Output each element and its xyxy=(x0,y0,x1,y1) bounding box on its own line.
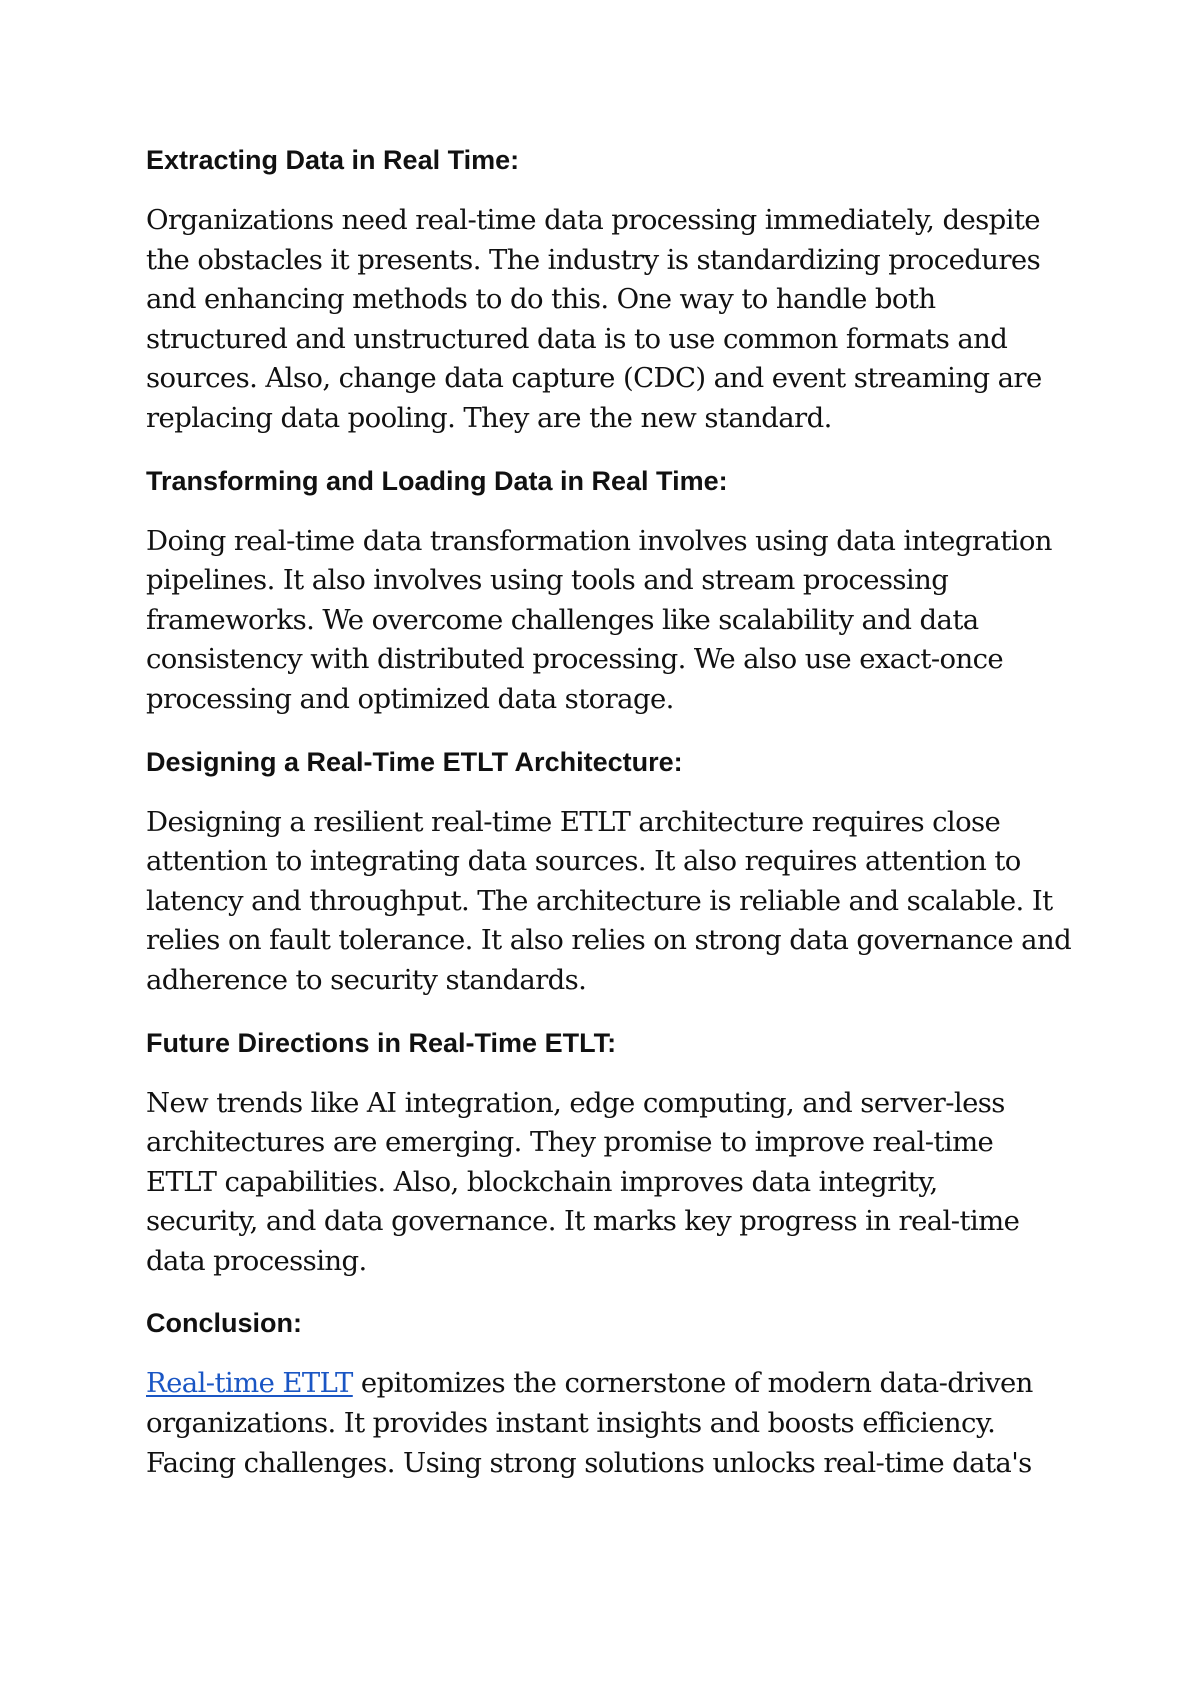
paragraph-line: organizations. It provides instant insights and boosts efficiency. xyxy=(146,1407,996,1440)
paragraph-line: Facing challenges. Using strong solutions unlocks real-time data's xyxy=(146,1446,1032,1479)
paragraph-line: and enhancing methods to do this. One way to handle both xyxy=(146,283,936,316)
real-time-etlt-link[interactable]: Real-time ETLT xyxy=(146,1367,353,1400)
paragraph-line: Doing real-time data transformation involves using data integration xyxy=(146,524,1052,557)
paragraph-line: pipelines. It also involves using tools and stream processing xyxy=(146,564,949,597)
paragraph-line xyxy=(146,1364,1076,1404)
section-paragraph xyxy=(146,201,1076,439)
paragraph-line: attention to integrating data sources. It also requires attention to xyxy=(146,845,1021,878)
paragraph-line: New trends like AI integration, edge computing, and server-less xyxy=(146,1086,1005,1119)
document-content xyxy=(146,140,1076,1505)
section-heading: Designing a Real-Time ETLT Architecture: xyxy=(146,746,683,777)
section-paragraph xyxy=(146,1084,1076,1282)
paragraph-line: consistency with distributed processing. We also use exact-once xyxy=(146,643,1004,676)
paragraph-line: architectures are emerging. They promise to improve real-time xyxy=(146,1126,994,1159)
paragraph-line: security, and data governance. It marks key progress in real-time xyxy=(146,1205,1020,1238)
paragraph-line: replacing data pooling. They are the new standard. xyxy=(146,401,832,434)
paragraph-line: structured and unstructured data is to use common formats and xyxy=(146,322,1008,355)
paragraph-text: epitomizes the cornerstone of modern data-driven xyxy=(352,1367,1033,1400)
section-extracting xyxy=(146,140,1076,439)
section-designing xyxy=(146,742,1076,1001)
section-heading: Future Directions in Real-Time ETLT: xyxy=(146,1027,617,1058)
section-paragraph xyxy=(146,1364,1076,1483)
section-conclusion xyxy=(146,1303,1076,1483)
section-heading: Transforming and Loading Data in Real Time: xyxy=(146,465,728,496)
paragraph-line: adherence to security standards. xyxy=(146,963,587,996)
section-paragraph xyxy=(146,803,1076,1001)
paragraph-line: Organizations need real-time data processing immediately, despite xyxy=(146,204,1040,236)
paragraph-line: Designing a resilient real-time ETLT architecture requires close xyxy=(146,805,1001,838)
paragraph-line: relies on fault tolerance. It also relies on strong data governance and xyxy=(146,924,1072,957)
section-paragraph xyxy=(146,522,1076,720)
paragraph-line: the obstacles it presents. The industry is standardizing procedures xyxy=(146,243,1041,276)
paragraph-line: ETLT capabilities. Also, blockchain improves data integrity, xyxy=(146,1165,938,1198)
paragraph-line: processing and optimized data storage. xyxy=(146,682,674,715)
paragraph-line: latency and throughput. The architecture is reliable and scalable. It xyxy=(146,884,1053,917)
paragraph-line: data processing. xyxy=(146,1244,367,1277)
paragraph-line: frameworks. We overcome challenges like scalability and data xyxy=(146,603,979,636)
section-future xyxy=(146,1023,1076,1282)
paragraph-line: sources. Also, change data capture (CDC) and event streaming are xyxy=(146,362,1042,395)
section-heading: Extracting Data in Real Time: xyxy=(146,145,520,175)
section-transforming xyxy=(146,461,1076,720)
section-heading: Conclusion: xyxy=(146,1308,302,1339)
